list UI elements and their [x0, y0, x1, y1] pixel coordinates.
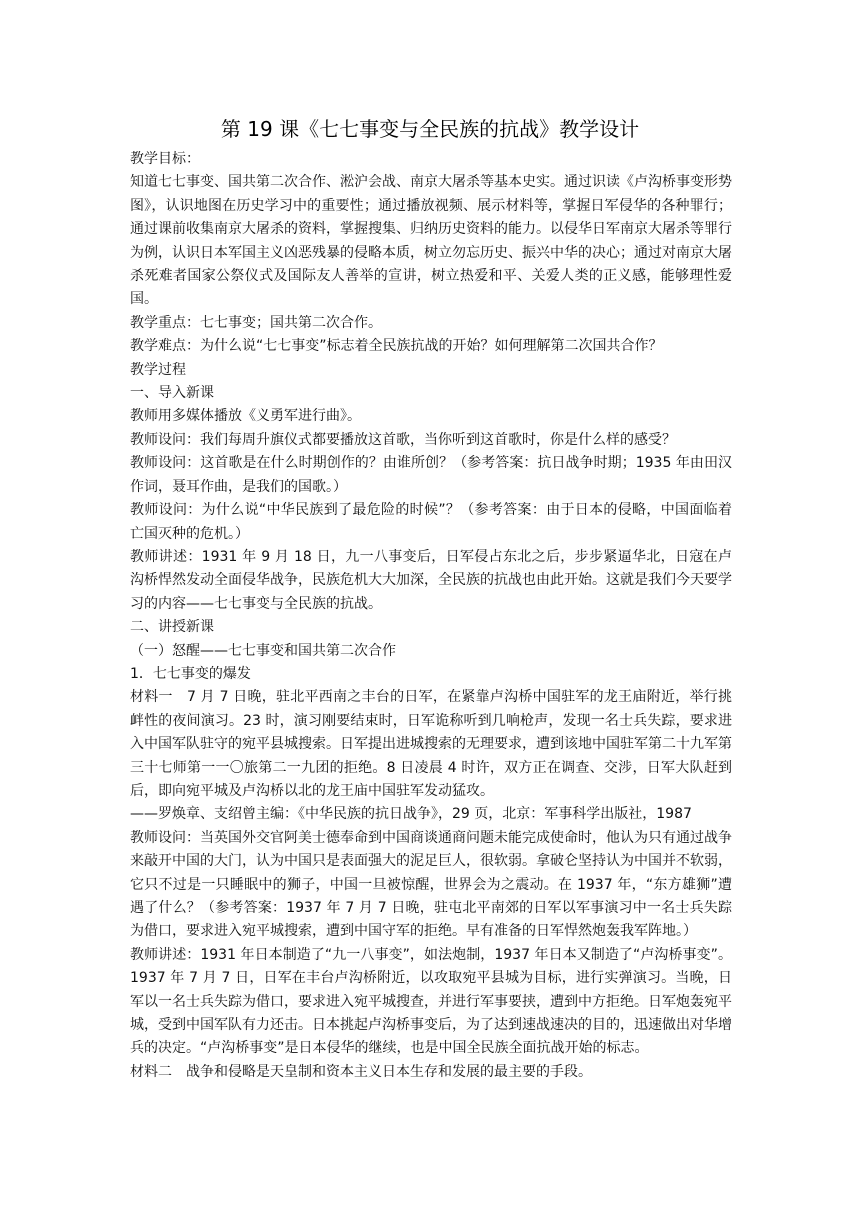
citation: ——罗焕章、支绍曾主编：《中华民族的抗日战争》，29 页，北京：军事科学出版社，1987	[130, 806, 692, 823]
paragraph: 教师讲述：1931 年 9 月 18 日，九一八事变后，日军侵占东北之后，步步紧逼华北，日寇在卢沟桥悍然发动全面侵华战争，民族危机大大加深，全民族的抗战也由此开始。这就是我们今天要学习的内容——七七事变与全民族的抗战。	[130, 548, 732, 612]
material-two: 材料二 战争和侵略是天皇制和资本主义日本生存和发展的最主要的手段。	[130, 1063, 592, 1080]
paragraph-objectives-heading: 教学目标：	[130, 151, 200, 167]
document-body	[130, 148, 732, 1084]
paragraph-objectives: 知道七七事变、国共第二次合作、淞沪会战、南京大屠杀等基本史实。通过识读《卢沟桥事变形势图》，认识地图在历史学习中的重要性；通过播放视频、展示材料等，掌握日军侵华的各种罪行；通过课前收集南京大屠杀的资料，掌握搜集、归纳历史资料的能力。以侵华日军南京大屠杀等罪行为例，认识日本军国主义凶恶残暴的侵略本质，树立勿忘历史、振兴中华的决心；通过对南京大屠杀死难者国家公祭仪式及国际友人善举的宣讲，树立热爱和平、关爱人类的正义感，能够理性爱国。	[130, 174, 732, 308]
paragraph: 教师设问：为什么说“中华民族到了最危险的时候”？（参考答案：由于日本的侵略，中国面临着亡国灭种的危机。）	[130, 502, 732, 542]
paragraph-process-heading: 教学过程	[130, 361, 186, 378]
document-title: 第 19 课《七七事变与全民族的抗战》教学设计	[220, 117, 640, 141]
paragraph-key-points: 教学重点：七七事变；国共第二次合作。	[130, 314, 382, 331]
paragraph: 教师用多媒体播放《义勇军进行曲》。	[130, 408, 361, 425]
material-one: 材料一 7 月 7 日晚，驻北平西南之丰台的日军，在紧靠卢沟桥中国驻军的龙王庙附近，举行挑衅性的夜间演习。23 时，演习刚要结束时，日军诡称听到几响枪声，发现一名士兵失踪，要求进入中国军队驻守的宛平县城搜索。日军提出进城搜索的无理要求，遭到该地中国驻军第二十九军第三十七师第一一〇旅第二一九团的拒绝。8 日凌晨 4 时许，双方正在调查、交涉，日军大队赶到后，即向宛平城及卢沟桥以北的龙王庙中国驻军发动猛攻。	[130, 689, 732, 799]
subsection-heading: 1．七七事变的爆发	[130, 665, 251, 682]
section-heading-new-lesson: 二、讲授新课	[130, 619, 214, 636]
paragraph-difficulties: 教学难点：为什么说“七七事变”标志着全民族抗战的开始？如何理解第二次国共合作？	[130, 338, 663, 355]
subsection-heading: （一）怒醒——七七事变和国共第二次合作	[130, 642, 396, 659]
paragraph: 教师讲述：1931 年日本制造了“九一八事变”，如法炮制，1937 年日本又制造了“卢沟桥事变”。1937 年 7 月 7 日，日军在丰台卢沟桥附近，以攻取宛平县城为目标，进行实弹演习。当晚，日军以一名士兵失踪为借口，要求进入宛平城搜查，并进行军事要挟，遭到中方拒绝。日军炮轰宛平城，受到中国军队有力还击。日本挑起卢沟桥事变后，为了达到速战速决的目的，迅速做出对华增兵的决定。“卢沟桥事变”是日本侵华的继续，也是中国全民族全面抗战开始的标志。	[130, 946, 732, 1057]
section-heading-intro: 一、导入新课	[130, 385, 214, 402]
paragraph: 教师设问：当英国外交官阿美士德奉命到中国商谈通商问题未能完成使命时，他认为只有通过战争来敲开中国的大门，认为中国只是表面强大的泥足巨人，很软弱。拿破仑坚持认为中国并不软弱，它只不过是一只睡眠中的狮子，中国一旦被惊醒，世界会为之震动。在 1937 年，“东方雄狮”遭遇了什么？（参考答案：1937 年 7 月 7 日晚，驻屯北平南郊的日军以军事演习中一名士兵失踪为借口，要求进入宛平城搜索，遭到中国守军的拒绝。早有准备的日军悍然炮轰我军阵地。）	[130, 829, 732, 940]
paragraph: 教师设问：我们每周升旗仪式都要播放这首歌，当你听到这首歌时，你是什么样的感受？	[130, 431, 676, 448]
paragraph: 教师设问：这首歌是在什么时期创作的？由谁所创？（参考答案：抗日战争时期；1935 年由田汉作词，聂耳作曲，是我们的国歌。）	[130, 455, 732, 495]
